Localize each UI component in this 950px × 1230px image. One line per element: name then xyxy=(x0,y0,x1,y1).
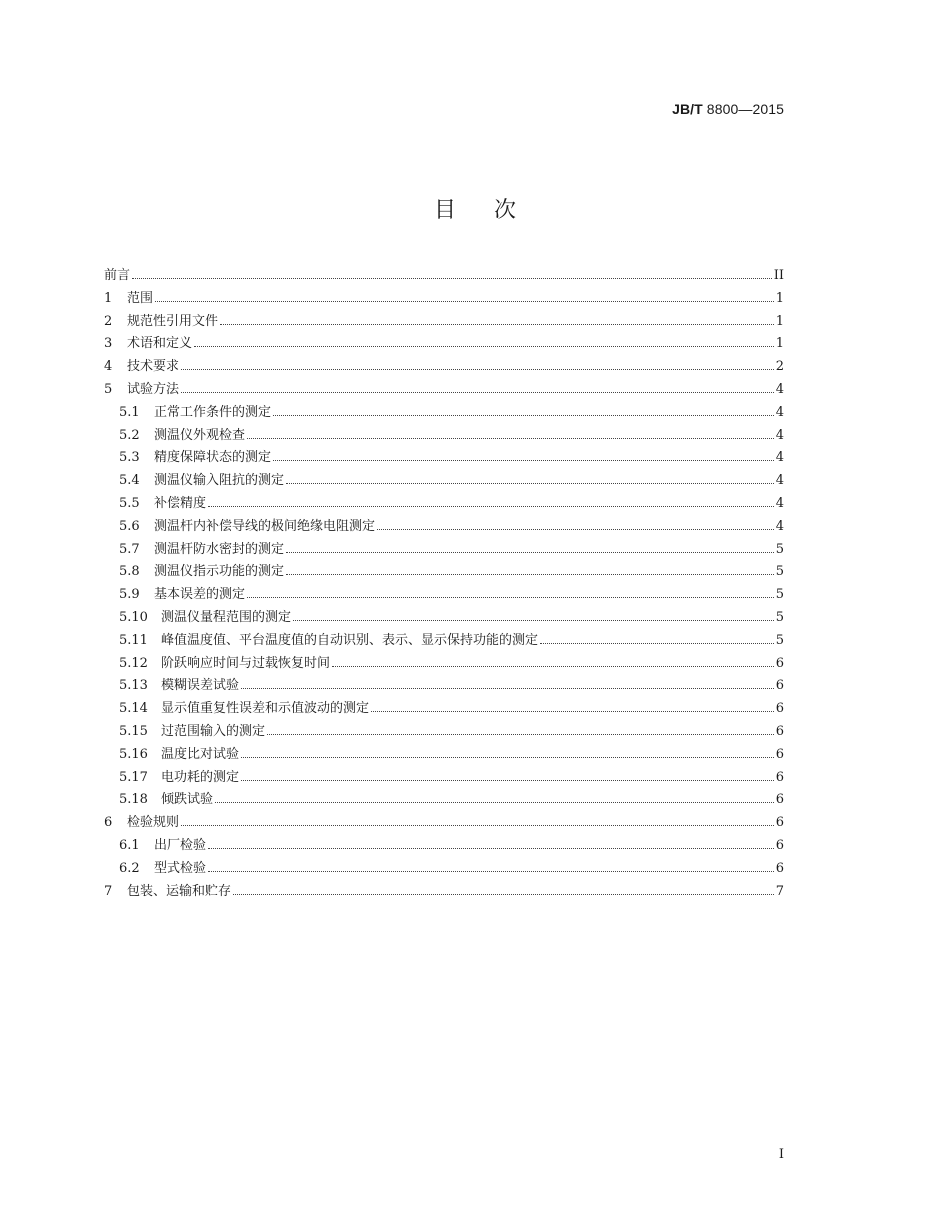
toc-entry[interactable] xyxy=(104,629,784,652)
toc-entry-label: 出厂检验 xyxy=(154,837,207,853)
toc-entry-label: 过范围输入的测定 xyxy=(161,723,266,739)
dot-leader xyxy=(273,415,774,416)
toc-entry-page: II xyxy=(773,268,784,283)
toc-entry-number: 5.10 xyxy=(119,609,148,625)
toc-entry-page: 5 xyxy=(775,587,784,603)
dot-leader xyxy=(273,460,774,461)
dot-leader xyxy=(181,825,774,826)
toc-entry-number: 3 xyxy=(104,336,113,352)
toc-entry[interactable] xyxy=(104,355,784,378)
toc-entry[interactable] xyxy=(104,743,784,766)
toc-entry-label: 包装、运输和贮存 xyxy=(127,883,232,899)
toc-entry-label: 检验规则 xyxy=(127,815,180,831)
toc-entry-page: 6 xyxy=(775,678,784,694)
toc-entry[interactable] xyxy=(104,446,784,469)
toc-entry-number: 5.14 xyxy=(119,701,148,717)
dot-leader xyxy=(132,278,772,279)
toc-entry-number: 5.13 xyxy=(119,678,148,694)
toc-entry-label: 前言 xyxy=(104,268,131,283)
toc-entry[interactable] xyxy=(104,583,784,606)
toc-entry[interactable] xyxy=(104,857,784,880)
toc-entry-page: 5 xyxy=(775,632,784,648)
toc-entry[interactable] xyxy=(104,811,784,834)
table-of-contents xyxy=(104,264,784,902)
toc-entry[interactable] xyxy=(104,720,784,743)
toc-entry-number: 5.6 xyxy=(119,518,140,534)
toc-entry-label: 规范性引用文件 xyxy=(127,313,219,329)
toc-entry-number: 5.1 xyxy=(119,404,140,420)
toc-entry-number: 2 xyxy=(104,313,113,329)
toc-entry-label: 精度保障状态的测定 xyxy=(154,450,272,466)
toc-entry[interactable] xyxy=(104,538,784,561)
toc-entry[interactable] xyxy=(104,424,784,447)
toc-entry-page: 6 xyxy=(775,655,784,671)
toc-entry-number: 1 xyxy=(104,290,113,306)
toc-entry-page: 4 xyxy=(775,473,784,489)
toc-entry-number: 5.12 xyxy=(119,655,148,671)
dot-leader xyxy=(247,438,774,439)
dot-leader xyxy=(371,711,774,712)
toc-entry-number: 6 xyxy=(104,815,113,831)
toc-entry-number: 5.9 xyxy=(119,587,140,603)
toc-entry-label: 型式检验 xyxy=(154,860,207,876)
toc-entry-number: 5.18 xyxy=(119,792,148,808)
toc-entry[interactable] xyxy=(104,788,784,811)
dot-leader xyxy=(194,346,774,347)
toc-entry-number: 5.7 xyxy=(119,541,140,557)
toc-entry-page: 4 xyxy=(775,427,784,443)
toc-entry-number: 5.8 xyxy=(119,564,140,580)
toc-entry[interactable] xyxy=(104,880,784,903)
toc-entry[interactable] xyxy=(104,492,784,515)
standard-code-number: 8800—2015 xyxy=(702,101,784,117)
page-number: I xyxy=(778,1147,784,1162)
toc-title: 目次 xyxy=(433,198,554,223)
toc-entry-page: 4 xyxy=(775,381,784,397)
dot-leader xyxy=(540,643,774,644)
toc-entry[interactable] xyxy=(104,378,784,401)
toc-entry-number: 5 xyxy=(104,381,113,397)
toc-entry-label: 测温杆内补偿导线的极间绝缘电阻测定 xyxy=(154,518,376,534)
dot-leader xyxy=(208,506,774,507)
toc-entry-label: 补偿精度 xyxy=(154,495,207,511)
toc-entry-page: 6 xyxy=(775,723,784,739)
toc-entry-page: 1 xyxy=(775,336,784,352)
toc-entry[interactable] xyxy=(104,469,784,492)
dot-leader xyxy=(181,392,774,393)
toc-entry-label: 试验方法 xyxy=(127,381,180,397)
standard-code-prefix: JB/T xyxy=(672,101,703,117)
toc-entry-label: 正常工作条件的测定 xyxy=(154,404,272,420)
toc-entry[interactable] xyxy=(104,834,784,857)
dot-leader xyxy=(241,688,774,689)
toc-entry[interactable] xyxy=(104,264,784,287)
toc-entry-page: 6 xyxy=(775,769,784,785)
toc-entry-label: 测温杆防水密封的测定 xyxy=(154,541,285,557)
toc-entry-number: 5.3 xyxy=(119,450,140,466)
dot-leader xyxy=(286,574,774,575)
toc-entry[interactable] xyxy=(104,652,784,675)
toc-entry-label: 范围 xyxy=(127,290,154,306)
dot-leader xyxy=(233,894,774,895)
toc-entry-number: 5.2 xyxy=(119,427,140,443)
toc-entry-page: 5 xyxy=(775,609,784,625)
toc-entry-number: 5.16 xyxy=(119,746,148,762)
dot-leader xyxy=(377,529,774,530)
dot-leader xyxy=(155,301,774,302)
toc-entry[interactable] xyxy=(104,766,784,789)
toc-entry-label: 测温仪外观检查 xyxy=(154,427,246,443)
toc-entry-number: 5.15 xyxy=(119,723,148,739)
toc-entry-page: 7 xyxy=(775,883,784,899)
toc-entry-page: 6 xyxy=(775,792,784,808)
toc-entry-page: 2 xyxy=(775,359,784,375)
toc-entry-number: 5.4 xyxy=(119,473,140,489)
toc-entry-label: 峰值温度值、平台温度值的自动识别、表示、显示保持功能的测定 xyxy=(161,632,539,648)
dot-leader xyxy=(208,871,774,872)
standard-code xyxy=(672,101,784,117)
toc-entry-label: 测温仪输入阻抗的测定 xyxy=(154,473,285,489)
toc-entry-label: 技术要求 xyxy=(127,359,180,375)
toc-entry[interactable] xyxy=(104,401,784,424)
toc-entry-label: 电功耗的测定 xyxy=(161,769,240,785)
toc-entry[interactable] xyxy=(104,560,784,583)
toc-entry-number: 4 xyxy=(104,359,113,375)
toc-entry-page: 4 xyxy=(775,450,784,466)
toc-entry-label: 术语和定义 xyxy=(127,336,193,352)
toc-entry[interactable] xyxy=(104,332,784,355)
toc-entry[interactable] xyxy=(104,515,784,538)
toc-entry[interactable] xyxy=(104,606,784,629)
dot-leader xyxy=(286,483,774,484)
toc-entry-page: 6 xyxy=(775,746,784,762)
toc-entry-page: 6 xyxy=(775,815,784,831)
toc-entry-label: 测温仪量程范围的测定 xyxy=(161,609,292,625)
toc-entry-page: 4 xyxy=(775,404,784,420)
toc-entry-number: 6.1 xyxy=(119,837,140,853)
toc-entry-page: 1 xyxy=(775,290,784,306)
toc-entry-number: 7 xyxy=(104,883,113,899)
toc-entry-label: 倾跌试验 xyxy=(161,792,214,808)
dot-leader xyxy=(267,734,774,735)
dot-leader xyxy=(286,552,774,553)
toc-entry-number: 5.5 xyxy=(119,495,140,511)
toc-entry-label: 温度比对试验 xyxy=(161,746,240,762)
toc-entry[interactable] xyxy=(104,310,784,333)
dot-leader xyxy=(247,597,774,598)
toc-entry-number: 6.2 xyxy=(119,860,140,876)
toc-entry-label: 显示值重复性误差和示值波动的测定 xyxy=(161,701,370,717)
toc-entry-page: 6 xyxy=(775,860,784,876)
toc-entry-number: 5.11 xyxy=(119,632,148,648)
toc-entry-page: 4 xyxy=(775,518,784,534)
dot-leader xyxy=(181,369,774,370)
toc-entry-page: 5 xyxy=(775,541,784,557)
toc-entry-page: 1 xyxy=(775,313,784,329)
toc-entry-label: 模糊误差试验 xyxy=(161,678,240,694)
dot-leader xyxy=(208,848,774,849)
dot-leader xyxy=(241,757,774,758)
dot-leader xyxy=(293,620,774,621)
toc-entry[interactable] xyxy=(104,287,784,310)
toc-entry-page: 4 xyxy=(775,495,784,511)
toc-entry-label: 基本误差的测定 xyxy=(154,587,246,603)
toc-entry-page: 6 xyxy=(775,837,784,853)
toc-entry[interactable] xyxy=(104,674,784,697)
toc-entry[interactable] xyxy=(104,697,784,720)
dot-leader xyxy=(241,780,774,781)
toc-entry-number: 5.17 xyxy=(119,769,148,785)
dot-leader xyxy=(220,324,774,325)
dot-leader xyxy=(215,802,774,803)
toc-entry-label: 测温仪指示功能的测定 xyxy=(154,564,285,580)
toc-entry-label: 阶跃响应时间与过载恢复时间 xyxy=(161,655,331,671)
dot-leader xyxy=(332,666,774,667)
toc-entry-page: 6 xyxy=(775,701,784,717)
toc-entry-page: 5 xyxy=(775,564,784,580)
